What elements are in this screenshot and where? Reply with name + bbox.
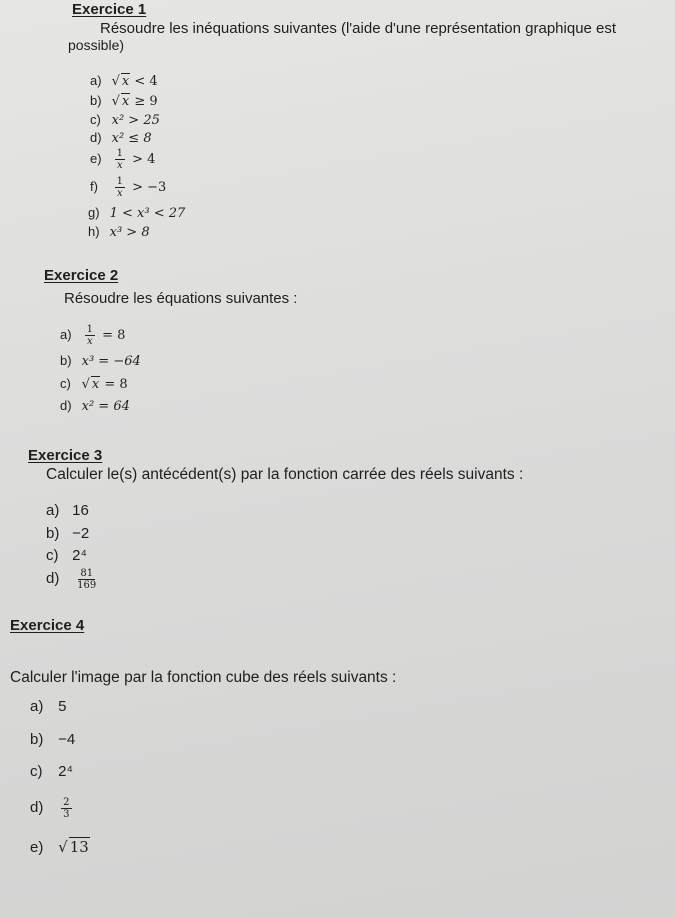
item-label: b) <box>46 525 60 542</box>
value: 5 <box>58 698 67 715</box>
item-label: a) <box>60 326 72 342</box>
fraction-numerator: 2 <box>63 797 70 808</box>
item-label: c) <box>90 112 101 127</box>
value: 16 <box>72 502 89 519</box>
exercise-4-title: Exercice 4 <box>10 617 85 634</box>
sqrt-symbol: √ <box>81 377 90 392</box>
value: −2 <box>72 525 90 542</box>
inequality-rest: > 4 <box>128 151 156 167</box>
equation-rest: = 8 <box>98 327 126 343</box>
inequality-rest: < 4 <box>130 74 158 89</box>
fraction-denominator: 169 <box>77 580 97 591</box>
fraction-numerator: 1 <box>116 176 123 187</box>
sqrt-symbol: √ <box>58 838 68 856</box>
fraction <box>75 568 98 591</box>
item-label: b) <box>60 353 72 368</box>
ex3-item-b <box>46 525 89 543</box>
ex2-item-d <box>60 397 130 416</box>
ex2-item-a <box>60 324 125 347</box>
sqrt-symbol: √ <box>111 74 120 89</box>
item-label: a) <box>90 73 102 88</box>
ex1-item-e <box>90 148 155 171</box>
fraction-denominator: x <box>116 188 123 199</box>
inequality: 1 < x³ < 27 <box>109 206 186 221</box>
exercise-3-title: Exercice 3 <box>28 447 103 464</box>
exercise-2-title: Exercice 2 <box>44 267 119 284</box>
ex4-item-d <box>30 797 75 820</box>
item-label: e) <box>30 839 44 856</box>
ex4-item-e <box>30 838 90 857</box>
item-label: d) <box>46 570 60 588</box>
exercise-1-instruction: Résoudre les inéquations suivantes (l'aide d'une représentation graphique est <box>100 20 617 37</box>
item-label: d) <box>90 130 102 145</box>
item-label: b) <box>90 93 102 108</box>
radicand: x <box>121 94 130 109</box>
ex3-item-c <box>46 547 87 565</box>
inequality-rest: > −3 <box>128 179 167 195</box>
fraction <box>61 797 71 820</box>
ex3-item-a <box>46 502 89 520</box>
exercise-4-instruction: Calculer l'image par la fonction cube des réels suivants : <box>10 669 397 686</box>
fraction <box>115 148 125 171</box>
ex1-item-c <box>90 111 160 130</box>
ex2-item-c <box>60 375 128 394</box>
item-label: c) <box>60 376 71 391</box>
item-label: c) <box>46 547 59 564</box>
radicand: x <box>121 74 130 89</box>
inequality-rest: ≥ 9 <box>130 94 158 109</box>
ex3-item-d <box>46 568 101 591</box>
ex1-item-d <box>90 129 152 148</box>
item-label: e) <box>90 150 102 166</box>
ex4-item-a <box>30 698 67 716</box>
item-label: d) <box>30 799 44 817</box>
equation: x³ = −64 <box>81 354 141 369</box>
fraction-denominator: x <box>116 160 123 171</box>
item-label: b) <box>30 731 44 748</box>
exercise-1-title: Exercice 1 <box>72 1 147 18</box>
radicand: 13 <box>69 838 89 856</box>
exercise-3-instruction: Calculer le(s) antécédent(s) par la fonction carrée des réels suivants : <box>46 466 524 483</box>
inequality: x² ≤ 8 <box>111 131 152 146</box>
item-label: c) <box>30 763 43 780</box>
fraction-numerator: 1 <box>116 148 123 159</box>
ex1-item-g <box>88 204 185 223</box>
inequality: x² > 25 <box>111 113 160 128</box>
fraction-numerator: 1 <box>86 324 93 335</box>
ex2-item-b <box>60 352 141 371</box>
item-label: g) <box>88 205 100 220</box>
value: 2⁴ <box>72 547 87 564</box>
ex1-item-h <box>88 223 150 242</box>
item-label: f) <box>90 178 98 194</box>
item-label: a) <box>30 698 44 715</box>
fraction-denominator: 3 <box>63 809 70 820</box>
ex1-item-f <box>90 176 166 199</box>
fraction-numerator: 81 <box>80 568 94 579</box>
ex1-item-b <box>90 92 158 111</box>
ex4-item-b <box>30 731 75 749</box>
item-label: d) <box>60 398 72 413</box>
exercise-1-instruction-cont: possible) <box>68 37 125 53</box>
sqrt-symbol: √ <box>111 94 120 109</box>
fraction <box>115 176 125 199</box>
fraction-denominator: x <box>86 336 93 347</box>
exercise-2-instruction: Résoudre les équations suivantes : <box>64 290 298 307</box>
fraction <box>85 324 95 347</box>
item-label: h) <box>88 224 100 239</box>
value: 2⁴ <box>58 763 73 780</box>
equation: x² = 64 <box>81 399 130 414</box>
item-label: a) <box>46 502 60 519</box>
value: −4 <box>58 731 76 748</box>
ex1-item-a <box>90 72 158 91</box>
ex4-item-c <box>30 763 73 781</box>
equation-rest: = 8 <box>100 377 128 392</box>
inequality: x³ > 8 <box>109 225 150 240</box>
radicand: x <box>91 377 100 392</box>
